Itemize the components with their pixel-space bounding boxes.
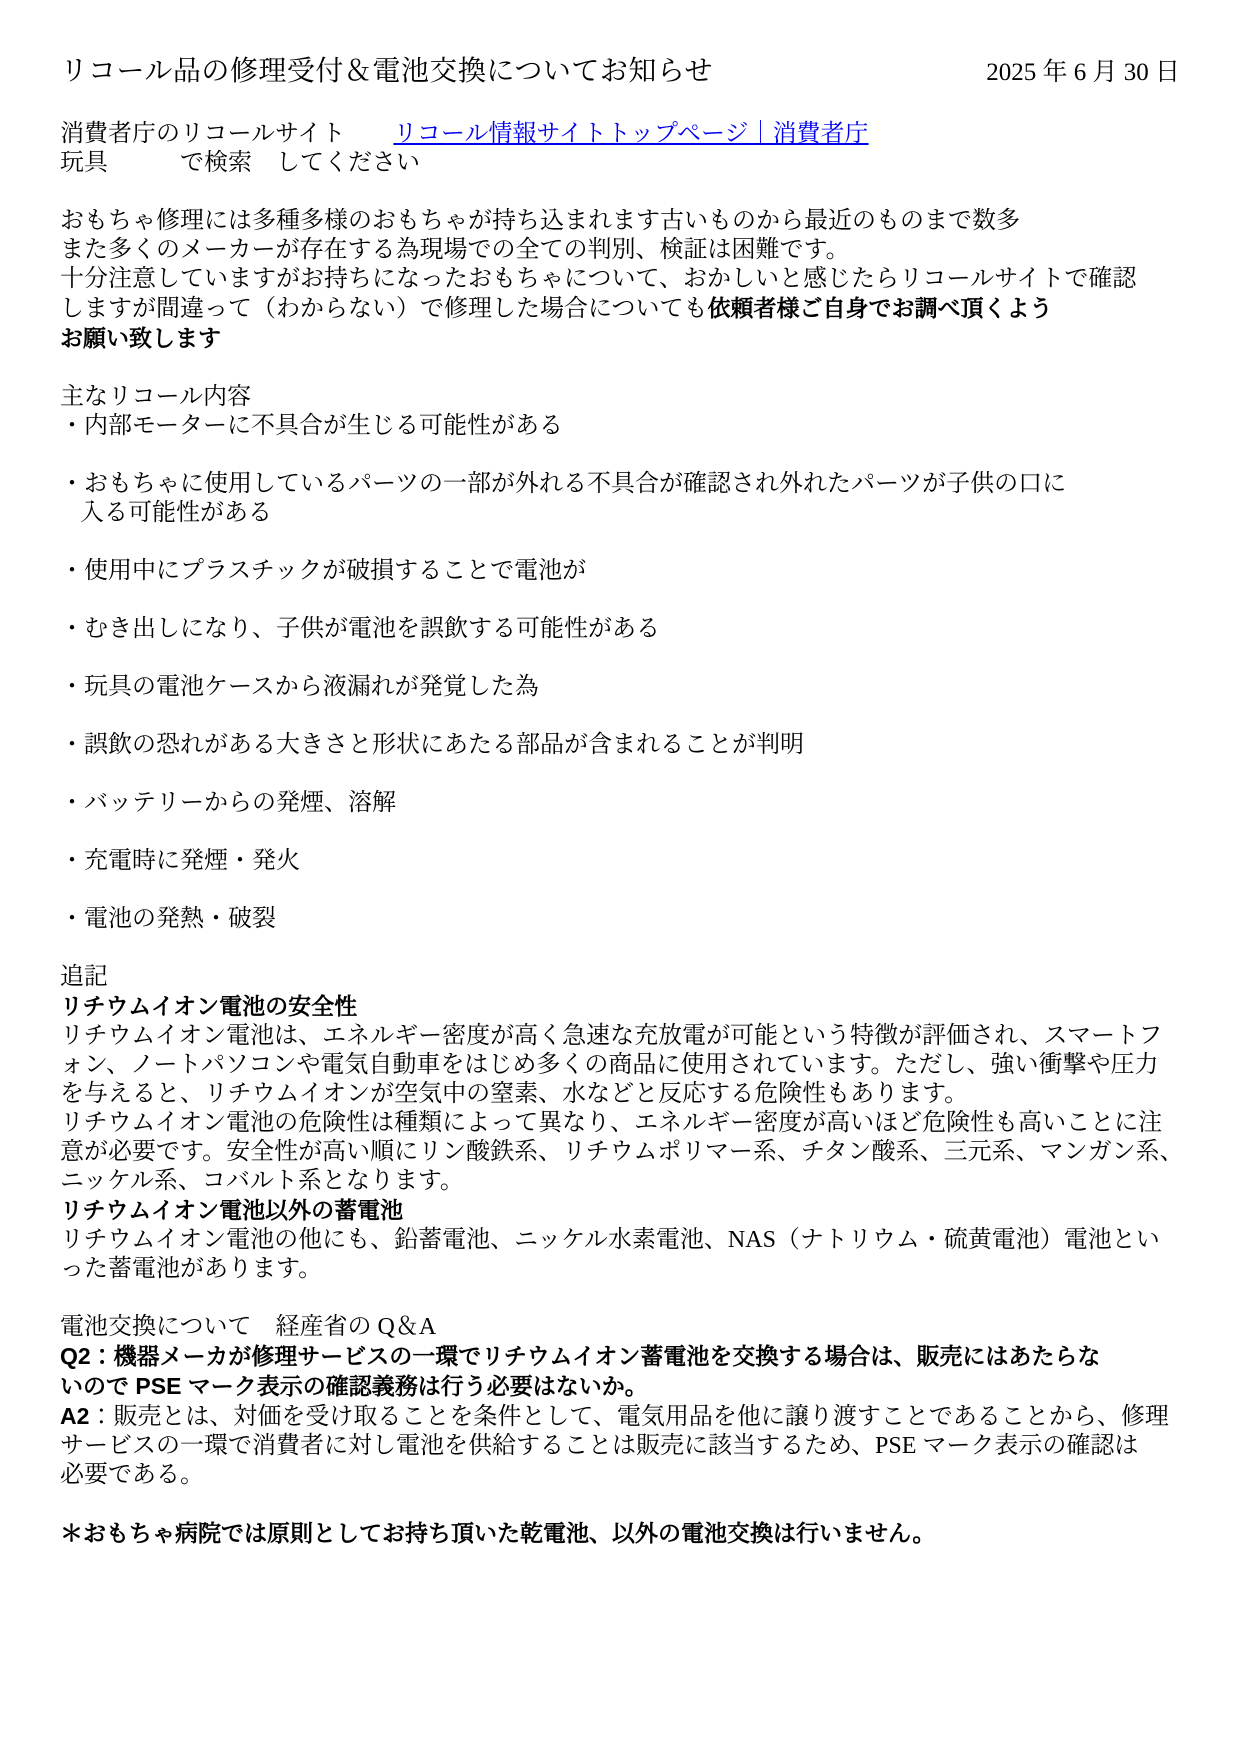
bold-text-segment: 依頼者様ご自身でお調べ頂くよう — [707, 295, 1053, 321]
recall-bullet — [60, 789, 1180, 818]
postscript-label — [60, 963, 1180, 992]
document-header — [60, 54, 1180, 91]
bold-text-segment: ＊おもちゃ病院では原則としてお持ち頂いた乾電池、以外の電池交換は行いません。 — [60, 1520, 936, 1546]
safety-paragraph-line — [60, 1051, 1180, 1080]
recall-bullet — [60, 615, 1180, 644]
text-segment: ：販売とは、対価を受け取ることを条件として、電気用品を他に譲り渡すことであることから、修理 — [89, 1404, 1169, 1430]
bold-text-segment: リチウムイオン電池の安全性 — [60, 993, 358, 1019]
other-batteries-line — [60, 1255, 1180, 1284]
text-segment: ォン、ノートパソコンや電気自動車をはじめ多くの商品に使用されています。ただし、強い衝撃や圧力 — [60, 1052, 1159, 1078]
blank-line — [60, 441, 1180, 470]
recall-site-line — [60, 120, 1180, 149]
blank-line — [60, 818, 1180, 847]
recall-section-heading — [60, 383, 1180, 412]
bold-text-segment: いので PSE マーク表示の確認義務は行う必要はないか。 — [60, 1373, 648, 1399]
blank-line — [60, 934, 1180, 963]
bold-text-segment: A2 — [60, 1403, 90, 1429]
other-batteries-heading — [60, 1196, 1180, 1226]
text-segment: ・使用中にプラスチックが破損することで電池が — [60, 558, 587, 584]
recall-bullet — [60, 557, 1180, 586]
qa-answer-line — [60, 1402, 1180, 1432]
text-segment: 玩具 で検索 してください — [60, 150, 420, 176]
intro-paragraph-line — [60, 207, 1180, 236]
safety-paragraph-line — [60, 1080, 1180, 1109]
text-segment: ニッケル系、コバルト系となります。 — [60, 1168, 464, 1194]
qa-answer-line — [60, 1461, 1180, 1490]
bold-text-segment: Q2：機器メーカが修理サービスの一環でリチウムイオン蓄電池を交換する場合は、販売にはあたらな — [60, 1343, 1101, 1369]
qa-question-line — [60, 1342, 1180, 1372]
text-segment: ・玩具の電池ケースから液漏れが発覚した為 — [60, 674, 539, 700]
text-segment: 十分注意していますがお持ちになったおもちゃについて、おかしいと感じたらリコールサイトで確認 — [60, 266, 1137, 292]
qa-section-heading — [60, 1313, 1180, 1342]
safety-paragraph-line — [60, 1109, 1180, 1138]
safety-paragraph-line — [60, 1022, 1180, 1051]
text-segment: 電池交換について 経産省の Q＆A — [60, 1314, 437, 1340]
text-segment: おもちゃ修理には多種多様のおもちゃが持ち込まれます古いものから最近のものまで数多 — [60, 208, 1020, 234]
recall-bullet — [60, 470, 1180, 499]
recall-bullet — [60, 673, 1180, 702]
text-segment: しますが間違って（わからない）で修理した場合についても — [60, 296, 708, 322]
recall-bullet — [60, 412, 1180, 441]
intro-paragraph-line — [60, 294, 1180, 324]
safety-paragraph-line — [60, 1138, 1184, 1167]
text-segment: 必要である。 — [60, 1462, 204, 1488]
document-date: 2025 年 6 月 30 日 — [986, 59, 1180, 86]
bold-text-segment: お願い致します — [60, 325, 221, 351]
text-segment: 追記 — [60, 964, 108, 990]
intro-paragraph-line — [60, 236, 1180, 265]
page-title: リコール品の修理受付＆電池交換についてお知らせ — [60, 56, 713, 87]
blank-line — [60, 1490, 1180, 1519]
recall-bullet — [60, 905, 1180, 934]
blank-line — [60, 586, 1180, 615]
recall-bullet-continuation — [60, 499, 1180, 528]
recall-bullet — [60, 847, 1180, 876]
text-segment: リチウムイオン電池は、エネルギー密度が高く急速な充放電が可能という特徴が評価され、スマートフ — [60, 1023, 1163, 1049]
intro-paragraph-line — [60, 265, 1180, 294]
text-segment: 意が必要です。安全性が高い順にリン酸鉄系、リチウムポリマー系、チタン酸系、三元系、マンガン系、 — [60, 1139, 1184, 1165]
text-segment: ・誤飲の恐れがある大きさと形状にあたる部品が含まれることが判明 — [60, 732, 804, 758]
text-segment: サービスの一環で消費者に対し電池を供給することは販売に該当するため、PSE マーク表示の確認は — [60, 1433, 1139, 1459]
text-segment: ・バッテリーからの発煙、溶解 — [60, 790, 396, 816]
blank-line — [60, 528, 1180, 557]
qa-question-line — [60, 1372, 1180, 1402]
safety-section-heading — [60, 992, 1180, 1022]
text-segment: ・電池の発熱・破裂 — [60, 906, 276, 932]
text-segment: 消費者庁のリコールサイト — [60, 121, 394, 147]
blank-line — [60, 876, 1180, 905]
blank-line — [60, 760, 1180, 789]
text-segment: 主なリコール内容 — [60, 384, 252, 410]
search-instruction-line — [60, 149, 1180, 178]
recall-site-link[interactable]: リコール情報サイトトップページ｜消費者庁 — [393, 121, 869, 147]
blank-line — [60, 644, 1180, 673]
bold-text-segment: リチウムイオン電池以外の蓄電池 — [60, 1197, 404, 1223]
document-body — [60, 120, 1184, 1549]
text-segment: 入る可能性がある — [80, 500, 272, 526]
text-segment: ・内部モーターに不具合が生じる可能性がある — [60, 413, 564, 439]
other-batteries-line — [60, 1226, 1180, 1255]
qa-answer-line — [60, 1432, 1180, 1461]
text-segment: を与えると、リチウムイオンが空気中の窒素、水などと反応する危険性もあります。 — [60, 1081, 969, 1107]
safety-paragraph-line — [60, 1167, 1180, 1196]
blank-line — [60, 1284, 1180, 1313]
text-segment: リチウムイオン電池の危険性は種類によって異なり、エネルギー密度が高いほど危険性も高いことに注 — [60, 1110, 1163, 1136]
text-segment: また多くのメーカーが存在する為現場での全ての判別、検証は困難です。 — [60, 237, 850, 263]
final-note-line — [60, 1519, 1180, 1549]
blank-line — [60, 354, 1180, 383]
text-segment: リチウムイオン電池の他にも、鉛蓄電池、ニッケル水素電池、NAS（ナトリウム・硫黄電池）電池とい — [60, 1227, 1160, 1253]
blank-line — [60, 178, 1180, 207]
text-segment: ・おもちゃに使用しているパーツの一部が外れる不具合が確認され外れたパーツが子供の口に — [60, 471, 1067, 497]
recall-bullet — [60, 731, 1180, 760]
blank-line — [60, 702, 1180, 731]
text-segment: った蓄電池があります。 — [60, 1256, 323, 1282]
text-segment: ・充電時に発煙・発火 — [60, 848, 300, 874]
intro-paragraph-line — [60, 324, 1180, 354]
text-segment: ・むき出しになり、子供が電池を誤飲する可能性がある — [60, 616, 660, 642]
